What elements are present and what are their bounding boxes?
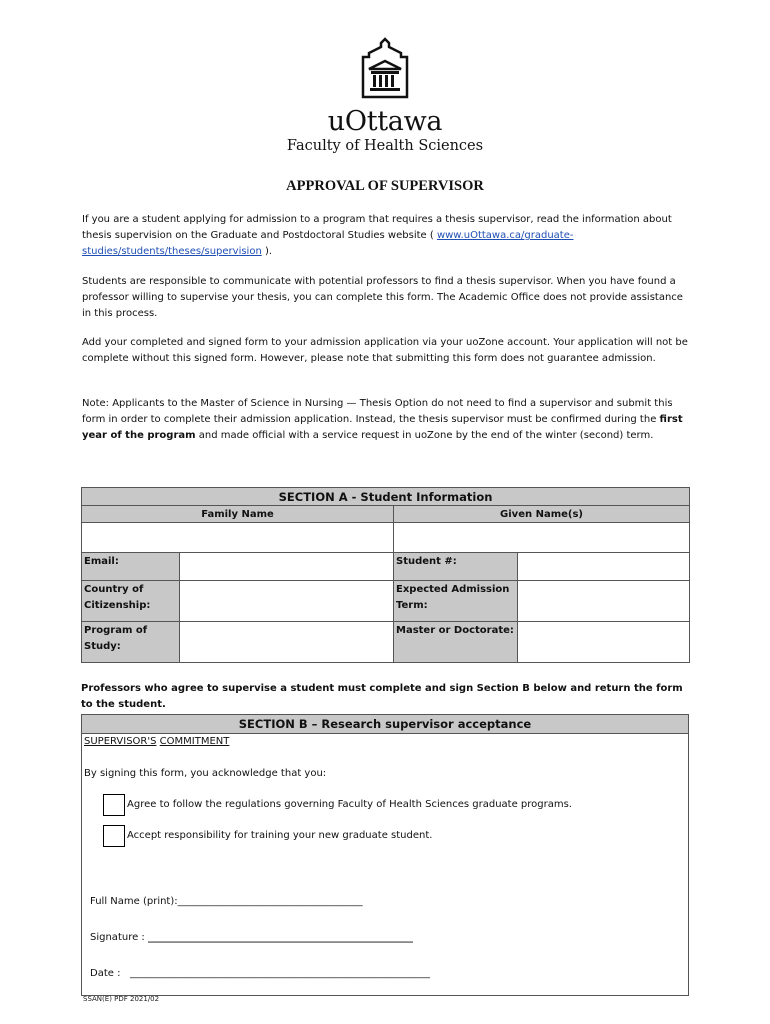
family-name-field[interactable]: [82, 523, 394, 553]
regulations-checkbox-label: Agree to follow the regulations governing Faculty of Health Sciences graduate programs.: [127, 799, 572, 810]
section-a-table: [81, 487, 690, 663]
given-names-field[interactable]: [394, 523, 690, 553]
expected-term-field[interactable]: [518, 581, 690, 622]
section-a-title: SECTION A - Student Information: [82, 488, 690, 506]
commitment-heading: SUPERVISOR'S COMMITMENT: [84, 736, 230, 747]
student-number-label: Student #:: [394, 553, 518, 581]
section-b-box: [81, 714, 689, 996]
brand-wordmark: uOttawa: [327, 106, 443, 137]
email-field[interactable]: [180, 553, 394, 581]
date-field[interactable]: Date : ____________________________________________________________: [90, 968, 430, 979]
email-label: Email:: [82, 553, 180, 581]
degree-field[interactable]: [518, 622, 690, 663]
intro-paragraph-3: Add your completed and signed form to your admission application via your uoZone account. Your application will not be complete without this signed form. However, please note that submitting this form does not guarantee admission.: [82, 337, 688, 364]
signature-field[interactable]: Signature : _____________________________________________________: [90, 932, 413, 943]
program-field[interactable]: [180, 622, 394, 663]
section-b-title: SECTION B – Research supervisor acceptance: [82, 715, 688, 734]
family-name-header: Family Name: [82, 506, 394, 523]
country-label: Country of Citizenship:: [82, 581, 180, 622]
training-checkbox-label: Accept responsibility for training your new graduate student.: [127, 830, 433, 841]
university-building-icon: [355, 37, 415, 101]
intro-paragraph-1: If you are a student applying for admission to a program that requires a thesis supervisor, read the information about thesis supervision on the Graduate and Postdoctoral Studies website ( www.uOttawa.ca/graduate-studies/students/theses/supervision ).: [82, 214, 672, 257]
degree-label: Master or Doctorate:: [394, 622, 518, 663]
intro-paragraph-4: Note: Applicants to the Master of Science in Nursing — Thesis Option do not need to find a supervisor and submit this form in order to complete their admission application. Instead, the thesis supervisor must be confirmed during the first year of the program and made official with a service request in uoZone by the end of the winter (second) term.: [82, 398, 683, 441]
regulations-checkbox[interactable]: [103, 794, 125, 816]
intro-paragraph-2: Students are responsible to communicate with potential professors to find a thesis supervisor. When you have found a professor willing to supervise your thesis, you can complete this form. The Academic Office does not provide assistance in this process.: [82, 276, 683, 319]
supervision-link[interactable]: www.uOttawa.ca/graduate-studies/students/theses/supervision: [82, 230, 574, 257]
training-checkbox[interactable]: [103, 825, 125, 847]
faculty-name: Faculty of Health Sciences: [286, 138, 484, 154]
program-label: Program of Study:: [82, 622, 180, 663]
expected-term-label: Expected Admission Term:: [394, 581, 518, 622]
country-field[interactable]: [180, 581, 394, 622]
acknowledge-text: By signing this form, you acknowledge that you:: [84, 768, 327, 779]
form-code-footer: SSAN(E) PDF 2021/02: [83, 995, 160, 1003]
professor-note: Professors who agree to supervise a student must complete and sign Section B below and return the form to the student.: [81, 683, 683, 710]
student-number-field[interactable]: [518, 553, 690, 581]
full-name-field[interactable]: Full Name (print):_____________________________________: [90, 896, 363, 907]
given-names-header: Given Name(s): [394, 506, 690, 523]
page-title: APPROVAL OF SUPERVISOR: [286, 178, 484, 194]
